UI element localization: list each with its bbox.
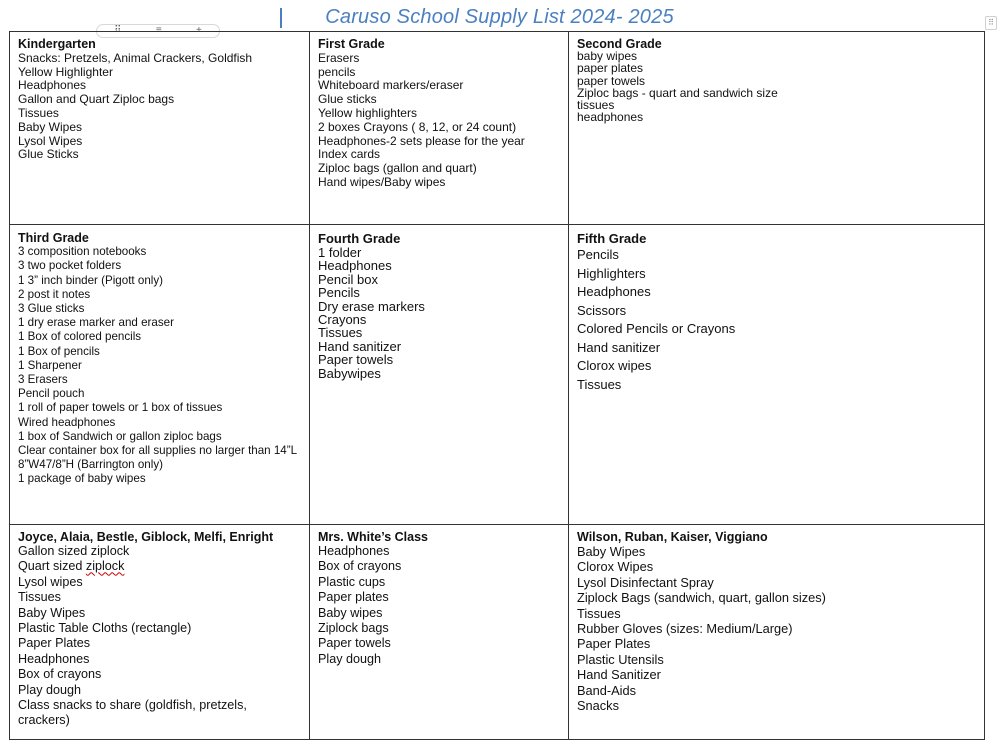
list-item: Tissues [577,376,622,392]
list-item: Snacks: Pretzels, Animal Crackers, Goldfish [18,50,253,65]
list-item: Whiteboard markers/eraser [318,78,464,93]
list-item: paper towels [577,73,646,88]
cell-heading: Wilson, Ruban, Kaiser, Viggiano [577,530,768,544]
list-item: Erasers [318,50,360,65]
side-drag-handle-icon[interactable]: ⠿ [985,16,997,30]
list-item: Dry erase markers [318,298,425,314]
list-item: Rubber Gloves (sizes: Medium/Large) [577,621,793,637]
spellcheck-word: ziplock [85,559,125,574]
list-item: Baby Wipes [18,119,83,134]
list-item: Glue Sticks [18,147,79,162]
list-item: Ziploc bags - quart and sandwich size [577,85,778,100]
list-item: Crayons [318,312,367,328]
table-row [10,32,985,225]
cell-kindergarten [10,32,310,225]
list-item: Hand sanitizer [318,338,402,354]
list-item: Band-Aids [577,682,637,698]
list-item: Pencil pouch [18,387,85,401]
list-item: Plastic cups [318,574,386,589]
cell-joyce-group [10,525,310,740]
list-item: Glue sticks [318,92,377,107]
list-item: paper plates [577,61,644,76]
supply-list [18,52,301,162]
list-item: Ziplock Bags (sandwich, quart, gallon sizes) [577,590,826,606]
cell-heading: Fifth Grade [577,231,647,246]
supply-list [318,544,560,667]
list-item: tissues [577,98,615,113]
list-item: Snacks [577,698,619,714]
supply-list [18,544,301,729]
supply-list [18,245,301,486]
list-item: 3 Erasers [18,373,68,387]
list-item: 2 post it notes [18,287,91,301]
list-item: Clorox wipes [577,358,652,373]
list-item: Box of crayons [18,667,102,682]
list-item: Quart sized ziplock [18,559,125,574]
list-item: Babywipes [318,365,381,381]
cell-fifth-grade [569,225,985,525]
list-item: Paper towels [318,352,394,368]
list-item: Baby Wipes [577,544,646,559]
table-row [10,225,985,525]
list-item: Ziploc bags (gallon and quart) [318,161,477,176]
list-item: 1 package of baby wipes [18,472,146,486]
drag-handle-icon[interactable]: ⠿ [114,25,122,36]
cell-wilson-group [569,525,985,740]
list-item: headphones [577,110,644,125]
list-item: Pencils [318,285,360,301]
list-item: 1 3” inch binder (Pigott only) [18,273,163,287]
list-item: Tissues [318,325,363,341]
cell-mrs-white [310,525,569,740]
list-item: Yellow highlighters [318,105,417,120]
list-item: Index cards [318,147,381,162]
list-item: Plastic Utensils [577,651,664,667]
list-item: 1 Sharpener [18,358,82,372]
supply-list [577,544,976,713]
add-icon[interactable]: + [195,25,202,36]
list-item: Tissues [18,105,59,120]
list-item: Play dough [318,651,382,666]
list-item: Lysol wipes [18,574,83,589]
list-item: Box of crayons [318,559,402,574]
list-item: Hand sanitizer [577,339,661,355]
list-item: Plastic Table Cloths (rectangle) [18,621,192,636]
list-item: Headphones [577,284,651,299]
list-item: Headphones [318,258,392,274]
cell-heading: Third Grade [18,231,89,245]
list-item: 3 Glue sticks [18,302,85,316]
supply-list [318,246,560,380]
cell-heading: Kindergarten [18,37,96,51]
list-item: Lysol Disinfectant Spray [577,574,714,590]
list-item: Gallon sized ziplock [18,544,130,558]
list-item: Wired headphones [18,415,116,429]
list-item: Headphones-2 sets please for the year [318,133,525,148]
list-item: baby wipes [577,49,638,64]
cell-second-grade [569,32,985,225]
list-item: Headphones [18,78,87,93]
list-item: 1 folder [318,245,362,260]
list-item: Lysol Wipes [18,133,83,148]
list-item: Highlighters [577,265,646,281]
list-item: Baby Wipes [18,605,86,620]
list-item: Gallon and Quart Ziploc bags [18,92,175,107]
list-item: Colored Pencils or Crayons [577,321,736,336]
format-lines-icon[interactable]: ≡ [155,25,162,36]
list-item: Pencil box [318,271,378,287]
list-item: Headphones [318,544,390,558]
list-item: Yellow Highlighter [18,64,113,79]
list-item: Pencils [577,247,619,262]
list-item: Play dough [18,682,82,697]
list-item: 3 composition notebooks [18,245,147,259]
list-item: Scissors [577,302,627,318]
cell-heading: Second Grade [577,37,662,51]
list-item: Paper plates [318,590,389,605]
list-item: Tissues [18,590,61,605]
list-item: Baby wipes [318,605,383,620]
cell-heading: Mrs. White’s Class [318,530,428,544]
list-item: Clorox Wipes [577,559,654,575]
list-item: Paper Plates [577,636,651,652]
list-item: 1 roll of paper towels or 1 box of tissues [18,401,223,415]
list-item: 3 two pocket folders [18,259,122,273]
supply-list-table [9,31,985,740]
list-item: 2 boxes Crayons ( 8, 12, or 24 count) [318,119,517,134]
list-item: pencils [318,64,356,79]
cell-heading: Fourth Grade [318,231,401,246]
cell-first-grade [310,32,569,225]
list-item: 1 Box of colored pencils [18,330,142,344]
list-item: Paper Plates [18,636,91,651]
table-row [10,525,985,740]
list-item: Hand wipes/Baby wipes [318,174,446,189]
list-item: 1 dry erase marker and eraser [18,316,174,330]
list-item: Headphones [18,651,90,666]
list-item: 1 box of Sandwich or gallon ziploc bags [18,429,222,443]
cell-fourth-grade [310,225,569,525]
list-item: Hand Sanitizer [577,667,661,683]
list-item: 1 Box of pencils [18,344,100,358]
cell-third-grade [10,225,310,525]
text-cursor [280,8,282,28]
supply-list [577,50,976,123]
list-item: Clear container box for all supplies no larger than 14”L 8”W47/8”H (Barrington only) [18,444,297,472]
supply-list [318,52,560,190]
document-title: Caruso School Supply List 2024- 2025 [325,6,674,28]
list-item: Ziplock bags [318,621,389,636]
cell-heading: First Grade [318,37,385,51]
list-item: Paper towels [318,636,391,651]
list-item: Tissues [577,605,621,621]
supply-list [577,246,976,394]
list-item: Class snacks to share (goldfish, pretzels, crackers) [18,698,247,728]
cell-heading: Joyce, Alaia, Bestle, Giblock, Melfi, Enright [18,530,274,544]
